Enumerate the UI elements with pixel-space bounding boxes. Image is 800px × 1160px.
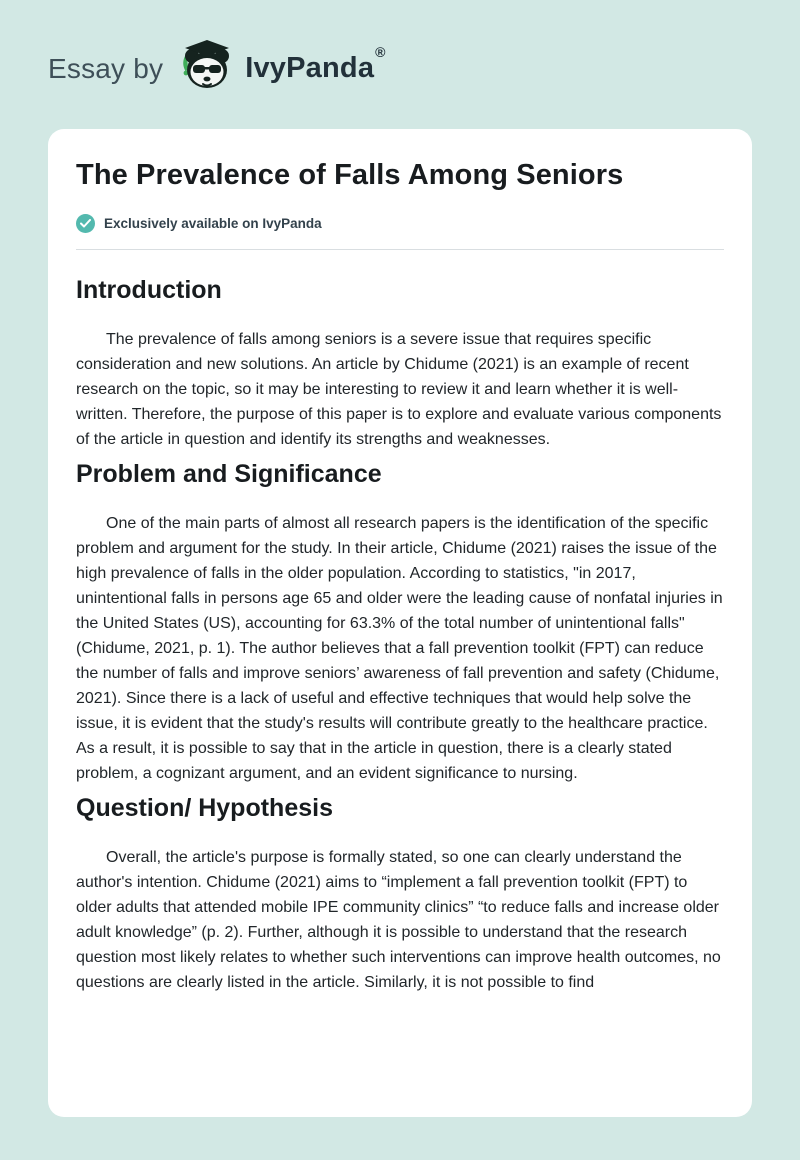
section-problem-and-significance <box>76 460 724 786</box>
registered-mark: ® <box>375 44 386 61</box>
section-introduction <box>76 276 724 452</box>
panda-graduate-icon <box>177 38 235 99</box>
page-title: The Prevalence of Falls Among Seniors <box>76 159 624 191</box>
brand-name: IvyPanda® <box>245 44 386 84</box>
body-paragraph: One of the main parts of almost all research papers is the identification of the specific problem and argument for the study. In their article, Chidume (2021) raises the issue of the high prevalence of falls in the older population. According to statistics, "in 2017, unintentional falls in persons age 65 and older were the leading cause of nonfatal injuries in the United States (US), accounting for 63.3% of the total number of unintentional falls" (Chidume, 2021, p. 1). The author believes that a fall prevention toolkit (FPT) can reduce the number of falls and improve seniors’ awareness of fall prevention and safety (Chidume, 2021). Since there is a lack of useful and effective techniques that would help solve the issue, it is evident that the study's results will contribute greatly to the healthcare practice. As a result, it is possible to say that in the article in question, there is a clearly stated problem, a cognizant argument, and an evident significance to nursing. <box>76 515 723 782</box>
availability-badge-label: Exclusively available on IvyPanda <box>104 216 322 231</box>
essay-card <box>48 129 752 1117</box>
check-circle-icon <box>76 214 95 233</box>
section-heading: Problem and Significance <box>76 460 382 488</box>
body-paragraph: Overall, the article's purpose is formally stated, so one can clearly understand the author's intention. Chidume (2021) aims to “implement a fall prevention toolkit (FPT) to older adults that attended mobile IPE community clinics” “to reduce falls and increase older adult knowledge” (p. 2). Further, although it is possible to understand that the research question most likely relates to whether such interventions can improve health outcomes, no questions are clearly listed in the article. Similarly, it is not possible to find <box>76 849 721 991</box>
essay-by-label: Essay by <box>48 52 164 84</box>
divider <box>76 249 724 250</box>
availability-badge <box>76 214 724 233</box>
section-heading: Introduction <box>76 276 222 304</box>
site-header <box>0 0 800 125</box>
section-heading: Question/ Hypothesis <box>76 794 333 822</box>
ivypanda-logo <box>177 38 385 99</box>
section-question-hypothesis <box>76 794 724 995</box>
body-paragraph: The prevalence of falls among seniors is a severe issue that requires specific consideration and new solutions. An article by Chidume (2021) is an example of recent research on the topic, so it may be interesting to review it and learn whether it is well-written. Therefore, the purpose of this paper is to explore and evaluate various components of the article in question and identify its strengths and weaknesses. <box>76 331 722 448</box>
